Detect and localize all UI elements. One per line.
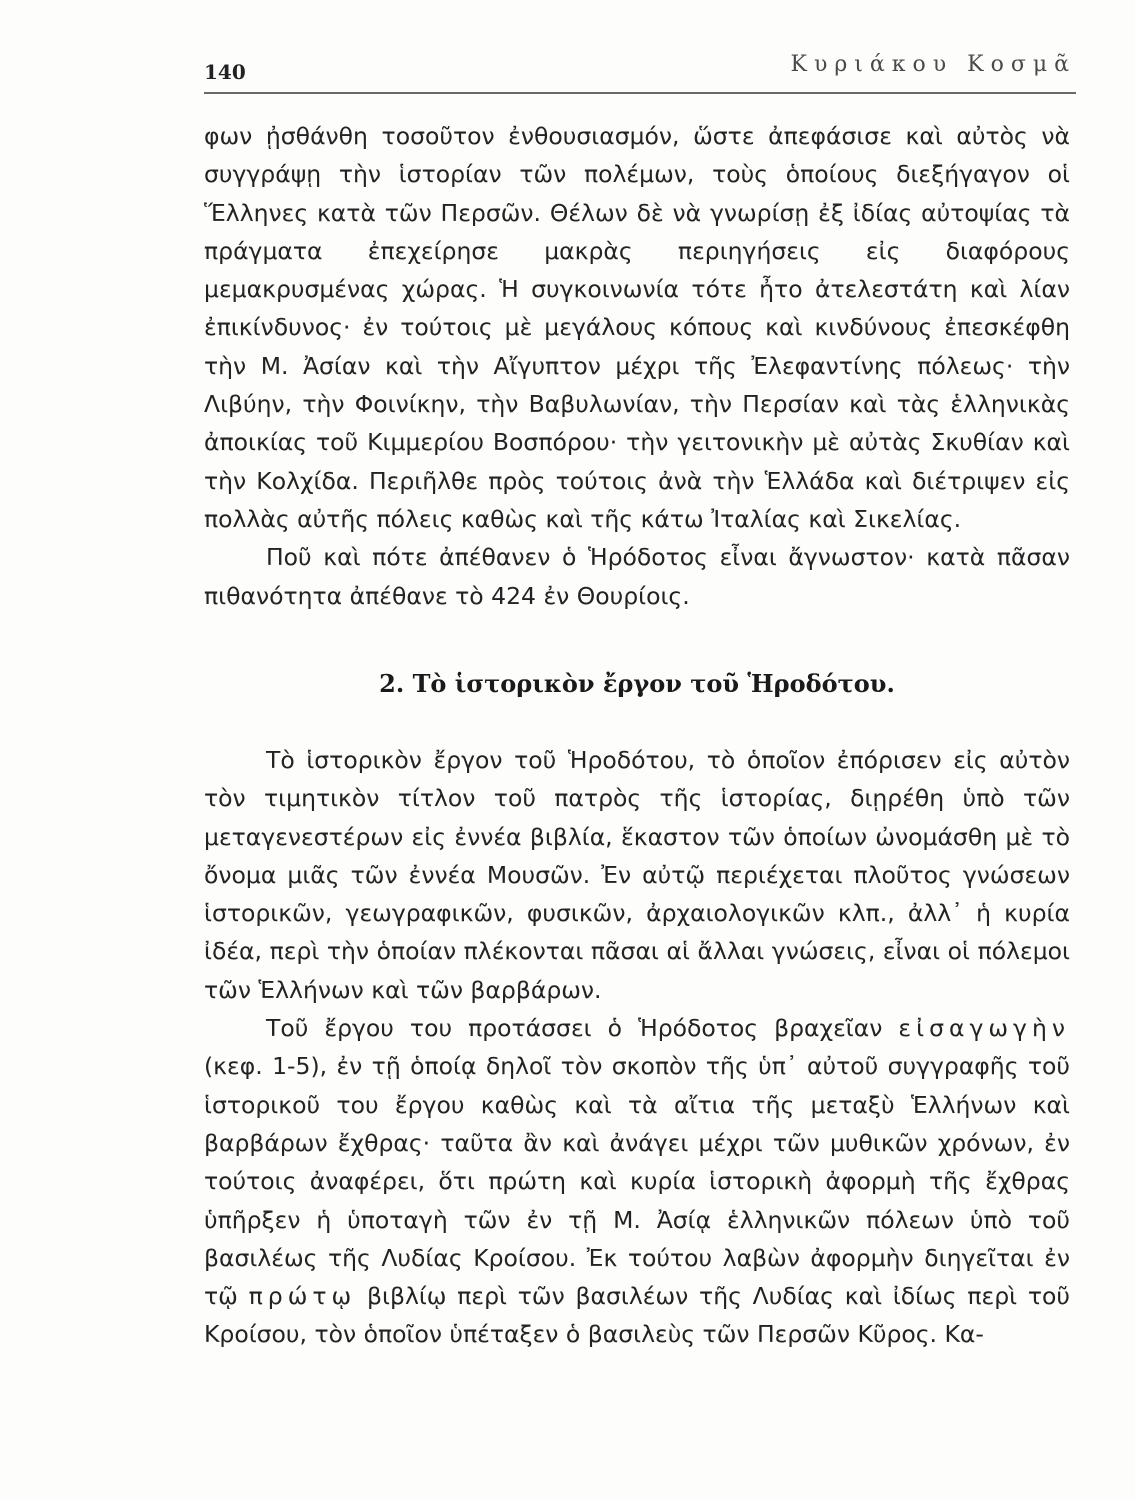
- section-1-text: [204, 117, 1070, 615]
- paragraph: Ποῦ καὶ πότε ἀπέθανεν ὁ Ἡρόδοτος εἶναι ἄγνωστον· κατὰ πᾶσαν πιθανότητα ἀπέθανε τὸ 424 ἐν Θουρίοις.: [204, 543, 1070, 610]
- running-head: [204, 52, 1076, 92]
- text-run: βιβλίῳ περὶ τῶν βασιλέων τῆς Λυδίας καὶ ἰδίως περὶ τοῦ Κροίσου, τὸν ὁποῖον ὑπέταξεν ὁ βασιλεὺς τῶν Περσῶν Κῦρος. Κα-: [204, 1282, 1070, 1349]
- running-title: Κυριάκου Κοσμᾶ: [790, 52, 1076, 77]
- paragraph: φων ᾐσθάνθη τοσοῦτον ἐνθουσιασμόν, ὥστε ἀπεφάσισε καὶ αὐτὸς νὰ συγγράψῃ τὴν ἱστορίαν τῶν πολέμων, τοὺς ὁποίους διεξήγαγον οἱ Ἕλληνες κατὰ τῶν Περσῶν. Θέλων δὲ νὰ γνωρίσῃ ἐξ ἰδίας αὐτοψίας τὰ πράγματα ἐπεχείρησε μακρὰς περιηγήσεις εἰς διαφόρους μεμακρυσμένας χώρας. Ἡ συγκοινωνία τότε ἦτο ἀτελεστάτη καὶ λίαν ἐπικίνδυνος· ἐν τούτοις μὲ μεγάλους κόπους καὶ κινδύνους ἐπεσκέφθη τὴν Μ. Ἀσίαν καὶ τὴν Αἴγυπτον μέχρι τῆς Ἐλεφαντίνης πόλεως· τὴν Λιβύην, τὴν Φοινίκην, τὴν Βαβυλωνίαν, τὴν Περσίαν καὶ τὰς ἑλληνικὰς ἀποικίας τοῦ Κιμμερίου Βοσπόρου· τὴν γειτονικὴν μὲ αὐτὰς Σκυθίαν καὶ τὴν Κολχίδα. Περιῆλθε πρὸς τούτοις ἀνὰ τὴν Ἑλλάδα καὶ διέτριψεν εἰς πολλὰς αὐτῆς πόλεις καθὼς καὶ τῆς κάτω Ἰταλίας καὶ Σικελίας.: [204, 122, 1070, 533]
- spaced-emphasis: πρώτῳ: [248, 1282, 357, 1311]
- section-heading: 2. Τὸ ἱστορικὸν ἔργον τοῦ Ἡροδότου.: [379, 669, 895, 698]
- spaced-emphasis: εἰσαγωγὴν: [898, 1014, 1070, 1043]
- paragraph: [204, 1009, 1070, 1354]
- section-2-text: [204, 741, 1070, 1354]
- header-rule: [204, 92, 1076, 94]
- page-number: 140: [204, 60, 246, 84]
- text-run: Τοῦ ἔργου του προτάσσει ὁ Ἡρόδοτος βραχεῖαν: [266, 1014, 883, 1043]
- paragraph: Τὸ ἱστορικὸν ἔργον τοῦ Ἡροδότου, τὸ ὁποῖον ἐπόρισεν εἰς αὐτὸν τὸν τιμητικὸν τίτλον τοῦ πατρὸς τῆς ἱστορίας, διῃρέθη ὑπὸ τῶν μεταγενεστέρων εἰς ἐννέα βιβλία, ἕκαστον τῶν ὁποίων ὠνομάσθη μὲ τὸ ὄνομα μιᾶς τῶν ἐννέα Μουσῶν. Ἐν αὐτῷ περιέχεται πλοῦτος γνώσεων ἱστορικῶν, γεωγραφικῶν, φυσικῶν, ἀρχαιολογικῶν κλπ., ἀλλ᾽ ἡ κυρία ἰδέα, περὶ τὴν ὁποίαν πλέκονται πᾶσαι αἱ ἄλλαι γνώσεις, εἶναι οἱ πόλεμοι τῶν Ἑλλήνων καὶ τῶν βαρβάρων.: [204, 746, 1070, 1004]
- text-run: (κεφ. 1-5), ἐν τῇ ὁποίᾳ δηλοῖ τὸν σκοπὸν τῆς ὑπ᾽ αὐτοῦ συγγραφῆς τοῦ ἱστορικοῦ του ἔργου καθὼς καὶ τὰ αἴτια τῆς μεταξὺ Ἑλλήνων καὶ βαρβάρων ἔχθρας· ταῦτα ἂν καὶ ἀνάγει μέχρι τῶν μυθικῶν χρόνων, ἐν τούτοις ἀναφέρει, ὅτι πρώτη καὶ κυρία ἱστορικὴ ἀφορμὴ τῆς ἔχθρας ὑπῆρξεν ἡ ὑποταγὴ τῶν ἐν τῇ Μ. Ἀσίᾳ ἑλληνικῶν πόλεων ὑπὸ τοῦ βασιλέως τῆς Λυδίας Κροίσου. Ἐκ τούτου λαβὼν ἀφορμὴν διηγεῖται ἐν τῷ: [204, 1052, 1070, 1311]
